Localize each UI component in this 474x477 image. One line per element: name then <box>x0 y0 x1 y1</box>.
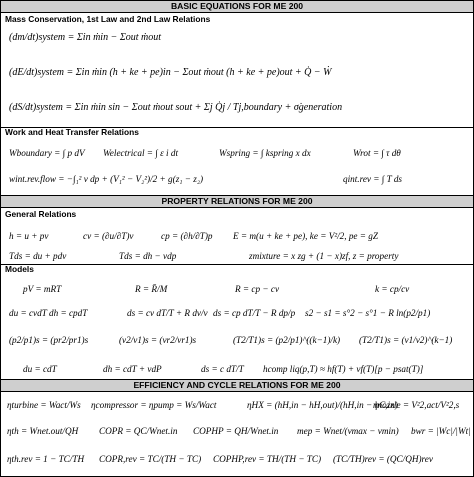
internally-reversible-heat-equation: qint.rev = ∫ T ds <box>343 174 402 184</box>
gibbs-equation-1: Tds = du + pdv <box>9 251 67 261</box>
incompressible-ds: ds = c dT/T <box>201 364 244 374</box>
back-work-ratio: bwr = |Wc|/|Wt| <box>411 426 471 436</box>
divider <box>1 264 473 265</box>
heat-exchanger-effectiveness: ηHX = (hH,in − hH,out)/(hH,in − hC,in) <box>247 400 398 410</box>
section-header-property: PROPERTY RELATIONS FOR ME 200 <box>1 195 473 208</box>
incompressible-du: du = cdT <box>23 364 57 374</box>
mass-balance-equation: (dm/dt)system = Σin ṁin − Σout ṁout <box>9 32 162 43</box>
subheader-models: Models <box>5 264 34 274</box>
temperature-volume-isentropic: (T2/T1)s = (v1/v2)^(k−1) <box>359 335 453 345</box>
rotational-work-equation: Wrot = ∫ τ dθ <box>353 148 401 158</box>
refrigerator-cop: COPR = QC/Wnet.in <box>99 426 178 436</box>
compressed-liquid-approximation: hcomp liq(p,T) ≈ hf(T) + vf(T)[p − psat(T)] <box>263 364 424 374</box>
compressor-efficiency: ηcompressor = ηpump = Ws/Wact <box>91 400 217 410</box>
incompressible-dh: dh = cdT + vdP <box>103 364 162 374</box>
subheader-mass-conservation: Mass Conservation, 1st Law and 2nd Law Relations <box>5 14 211 24</box>
r-cp-cv-relation: R = cp − cv <box>235 284 280 294</box>
subheader-general-relations: General Relations <box>5 209 77 219</box>
turbine-efficiency: ηturbine = Wact/Ws <box>7 400 81 410</box>
ds-cv-relation: ds = cv dT/T + R dv/v <box>127 308 208 318</box>
ideal-gas-law: pV = mRT <box>23 284 62 294</box>
energy-balance-equation: (dE/dt)system = Σin ṁin (h + ke + pe)in − Σout ṁout (h + ke + pe)out + Q̇ − Ẇ <box>9 67 332 78</box>
vr-isentropic-ratio: (v2/v1)s = (vr2/vr1)s <box>119 335 197 345</box>
total-energy-definition: E = m(u + ke + pe), ke = V²/2, pe = gZ <box>233 231 378 241</box>
nozzle-efficiency: ηnozzle = V²2,act/V²2,s <box>373 400 460 410</box>
section-header-basic: BASIC EQUATIONS FOR ME 200 <box>1 0 473 13</box>
internally-reversible-flow-work-equation: wint.rev.flow = −∫₁² v dp + (V₁² − V₂²)/2 + g(z₁ − z₂) <box>9 174 204 184</box>
heat-pump-cop: COPHP = QH/Wnet.in <box>193 426 279 436</box>
temperature-pressure-isentropic: (T2/T1)s = (p2/p1)^((k−1)/k) <box>233 335 341 345</box>
pr-isentropic-ratio: (p2/p1)s = (pr2/pr1)s <box>9 335 89 345</box>
specific-heat-ratio: k = cp/cv <box>375 284 410 294</box>
reversible-thermal-efficiency: ηth.rev = 1 − TC/TH <box>7 454 85 464</box>
reversible-refrigerator-cop: COPR,rev = TC/(TH − TC) <box>99 454 202 464</box>
reversible-temperature-heat-ratio: (TC/TH)rev = (QC/QH)rev <box>333 454 433 464</box>
gas-constant-definition: R = R̄/M <box>135 284 168 294</box>
spring-work-equation: Wspring = ∫ kspring x dx <box>219 148 311 158</box>
mixture-property-equation: zmixture = x zg + (1 − x)zf, z = property <box>249 251 399 261</box>
cv-definition: cv = (∂u/∂T)v <box>83 231 134 241</box>
entropy-change-table: s2 − s1 = s°2 − s°1 − R ln(p2/p1) <box>305 308 431 318</box>
boundary-work-equation: Wboundary = ∫ p dV <box>9 148 85 158</box>
ideal-gas-du-dh: du = cvdT dh = cpdT <box>9 308 88 318</box>
enthalpy-definition: h = u + pv <box>9 231 49 241</box>
section-header-efficiency: EFFICIENCY AND CYCLE RELATIONS FOR ME 200 <box>1 379 473 392</box>
entropy-balance-equation: (dS/dt)system = Σin ṁin sin − Σout ṁout sout + Σj Q̇j / Tj,boundary + σ̇generation <box>9 102 343 113</box>
gibbs-equation-2: Tds = dh − vdp <box>119 251 177 261</box>
electrical-work-equation: Welectrical = ∫ ε i dt <box>103 148 179 158</box>
ds-cp-relation: ds = cp dT/T − R dp/p <box>213 308 296 318</box>
reversible-heat-pump-cop: COPHP,rev = TH/(TH − TC) <box>213 454 322 464</box>
thermal-efficiency: ηth = Wnet.out/QH <box>7 426 79 436</box>
subheader-work-heat: Work and Heat Transfer Relations <box>5 127 139 137</box>
cp-definition: cp = (∂h/∂T)p <box>161 231 213 241</box>
mean-effective-pressure: mep = Wnet/(vmax − vmin) <box>297 426 399 436</box>
